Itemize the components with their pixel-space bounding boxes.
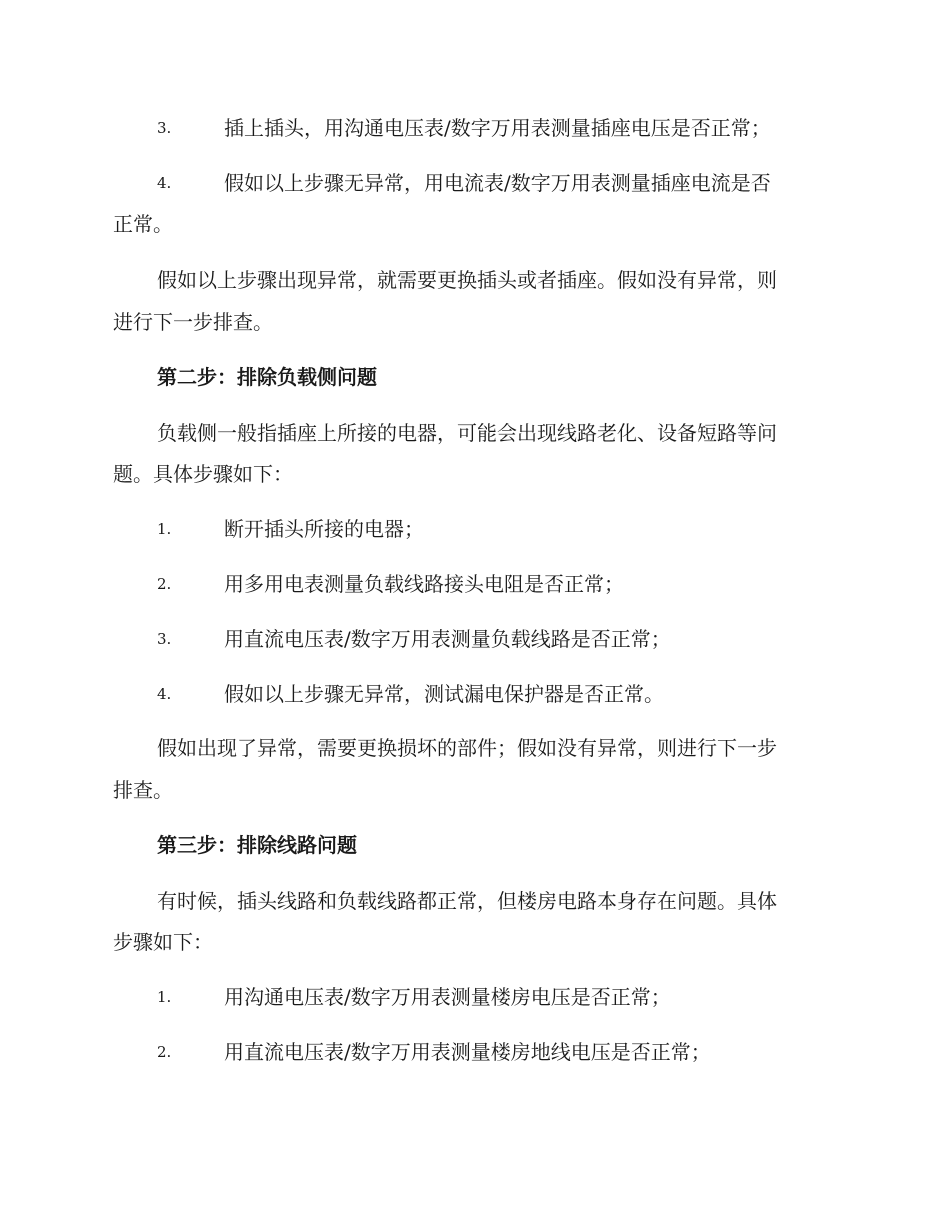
list-item-text: 用多用电表测量负载线路接头电阻是否正常； — [224, 572, 624, 596]
list-item-number: 2. — [157, 1043, 172, 1061]
paragraph-line: 进行下一步排查。 — [113, 310, 273, 334]
list-item-number: 1. — [157, 988, 172, 1006]
list-item-text: 用直流电压表/数字万用表测量负载线路是否正常； — [224, 627, 671, 651]
list-item-number: 3. — [157, 119, 172, 137]
section-heading: 第二步：排除负载侧问题 — [157, 365, 377, 389]
paragraph-line: 步骤如下： — [113, 930, 213, 954]
list-item-text: 插上插头，用沟通电压表/数字万用表测量插座电压是否正常； — [224, 116, 771, 140]
paragraph-line: 排查。 — [113, 778, 173, 802]
list-item-text: 用沟通电压表/数字万用表测量楼房电压是否正常； — [224, 985, 671, 1009]
list-item-text: 断开插头所接的电器； — [224, 517, 424, 541]
list-item-number: 3. — [157, 630, 172, 648]
list-item-number: 1. — [157, 520, 172, 538]
list-item-text: 用直流电压表/数字万用表测量楼房地线电压是否正常； — [224, 1040, 711, 1064]
paragraph-line: 有时候，插头线路和负载线路都正常，但楼房电路本身存在问题。具体 — [157, 889, 777, 913]
paragraph-line: 题。具体步骤如下： — [113, 462, 293, 486]
section-heading: 第三步：排除线路问题 — [157, 833, 357, 857]
paragraph-line: 假如以上步骤出现异常，就需要更换插头或者插座。假如没有异常，则 — [157, 268, 777, 292]
list-item-continuation: 正常。 — [113, 212, 173, 236]
paragraph-line: 负载侧一般指插座上所接的电器，可能会出现线路老化、设备短路等问 — [157, 421, 777, 445]
list-item-number: 2. — [157, 575, 172, 593]
list-item-text: 假如以上步骤无异常，测试漏电保护器是否正常。 — [224, 682, 664, 706]
paragraph-line: 假如出现了异常，需要更换损坏的部件；假如没有异常，则进行下一步 — [157, 736, 777, 760]
list-item-text: 假如以上步骤无异常，用电流表/数字万用表测量插座电流是否 — [224, 171, 771, 195]
list-item-number: 4. — [157, 685, 172, 703]
list-item-number: 4. — [157, 174, 172, 192]
